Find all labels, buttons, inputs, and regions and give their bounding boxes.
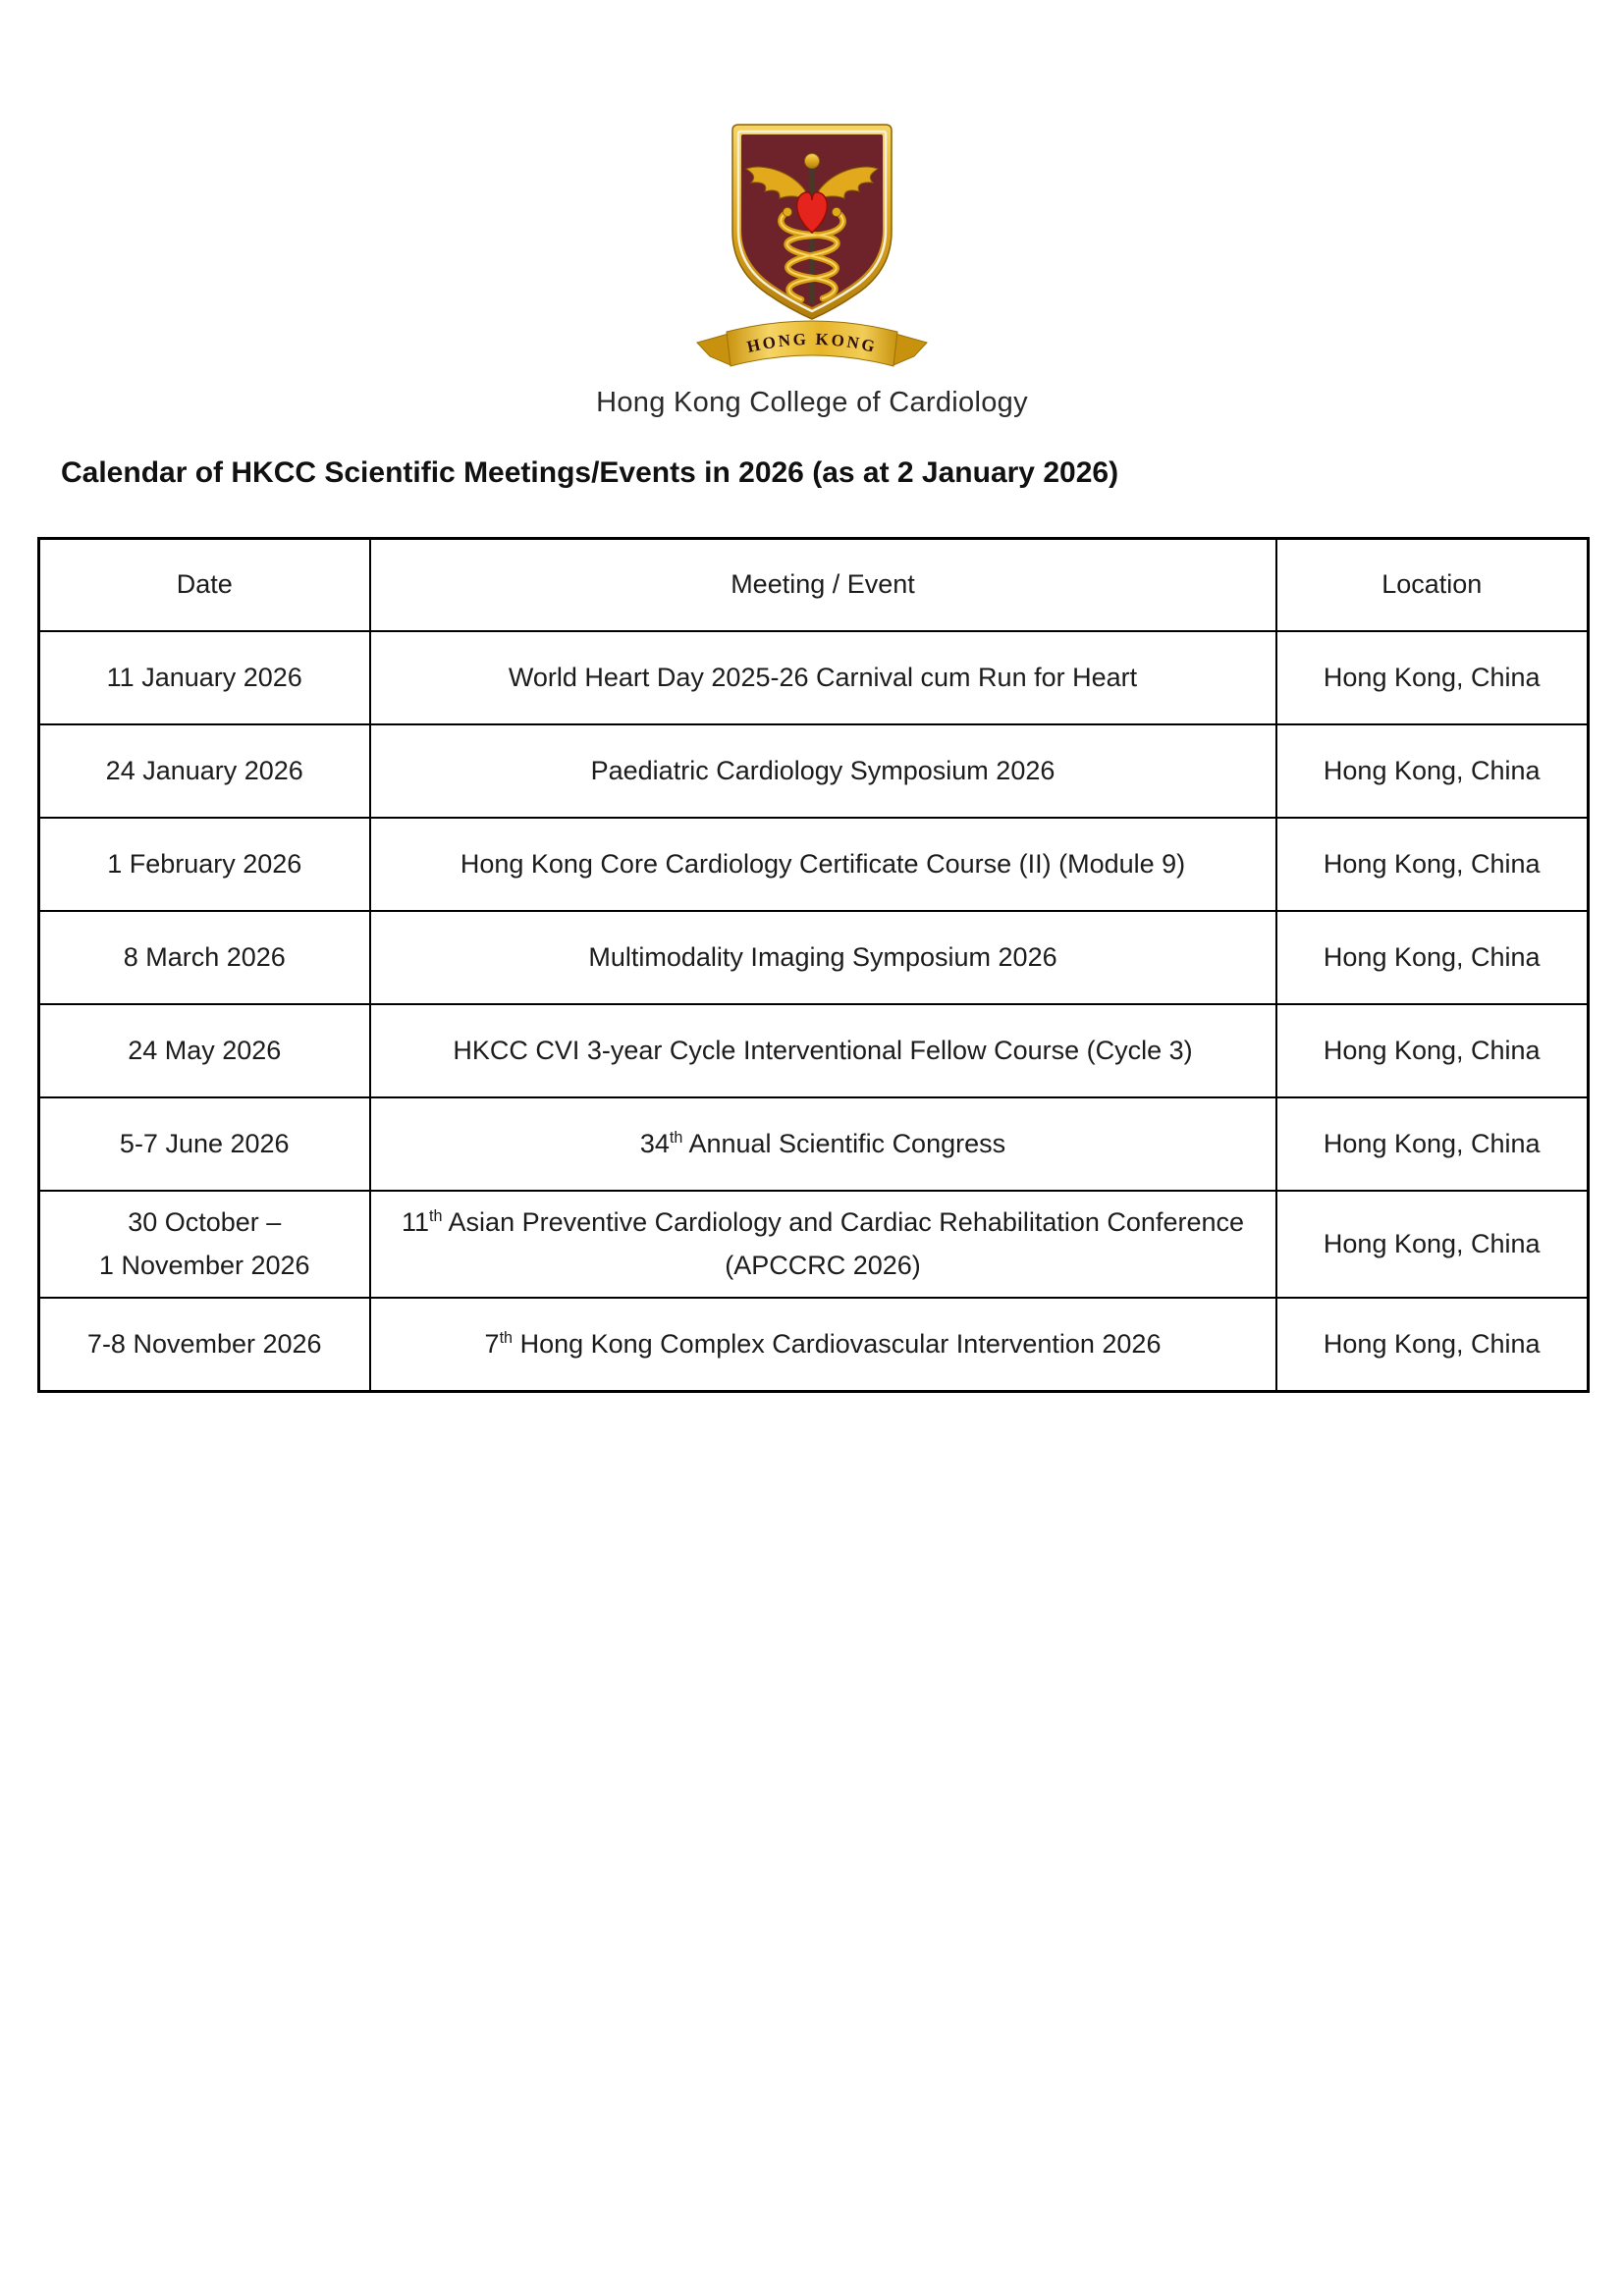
events-table [37, 537, 1590, 1393]
event-title-cell: HKCC CVI 3-year Cycle Interventional Fellow Course (Cycle 3) [370, 1004, 1276, 1097]
document-title: Calendar of HKCC Scientific Meetings/Events in 2026 (as at 2 January 2026) [61, 456, 1119, 489]
event-location-cell: Hong Kong, China [1276, 818, 1589, 911]
event-location-cell: Hong Kong, China [1276, 1004, 1589, 1097]
banner-text: HONG KONG [745, 329, 879, 357]
hkcc-crest-logo [689, 122, 935, 380]
header-date: Date [39, 539, 370, 632]
header-location: Location [1276, 539, 1589, 632]
event-title-cell: 7th Hong Kong Complex Cardiovascular Intervention 2026 [370, 1298, 1276, 1392]
event-date-cell: 30 October – 1 November 2026 [39, 1191, 370, 1298]
event-title-cell: Multimodality Imaging Symposium 2026 [370, 911, 1276, 1004]
event-row [39, 1298, 1589, 1392]
event-row [39, 1004, 1589, 1097]
event-date-cell: 24 May 2026 [39, 1004, 370, 1097]
event-row [39, 724, 1589, 818]
organization-name: Hong Kong College of Cardiology [596, 387, 1028, 418]
event-row [39, 631, 1589, 724]
event-location-cell: Hong Kong, China [1276, 1191, 1589, 1298]
header-meeting-event: Meeting / Event [370, 539, 1276, 632]
event-location-cell: Hong Kong, China [1276, 1097, 1589, 1191]
event-date-cell: 8 March 2026 [39, 911, 370, 1004]
event-date-cell: 1 February 2026 [39, 818, 370, 911]
event-row [39, 1191, 1589, 1298]
event-location-cell: Hong Kong, China [1276, 911, 1589, 1004]
event-title-cell: 34th Annual Scientific Congress [370, 1097, 1276, 1191]
event-date-cell: 24 January 2026 [39, 724, 370, 818]
event-date-cell: 7-8 November 2026 [39, 1298, 370, 1392]
event-date-cell: 11 January 2026 [39, 631, 370, 724]
event-location-cell: Hong Kong, China [1276, 1298, 1589, 1392]
event-row [39, 911, 1589, 1004]
event-title-cell: Paediatric Cardiology Symposium 2026 [370, 724, 1276, 818]
ribbon-banner [697, 321, 927, 366]
event-title-cell: 11th Asian Preventive Cardiology and Cardiac Rehabilitation Conference (APCCRC 2026) [370, 1191, 1276, 1298]
event-date-cell: 5-7 June 2026 [39, 1097, 370, 1191]
event-row [39, 1097, 1589, 1191]
header-row [39, 539, 1589, 632]
event-row [39, 818, 1589, 911]
event-title-cell: Hong Kong Core Cardiology Certificate Course (II) (Module 9) [370, 818, 1276, 911]
event-location-cell: Hong Kong, China [1276, 631, 1589, 724]
event-location-cell: Hong Kong, China [1276, 724, 1589, 818]
event-title-cell: World Heart Day 2025-26 Carnival cum Run for Heart [370, 631, 1276, 724]
masthead [0, 0, 1624, 419]
